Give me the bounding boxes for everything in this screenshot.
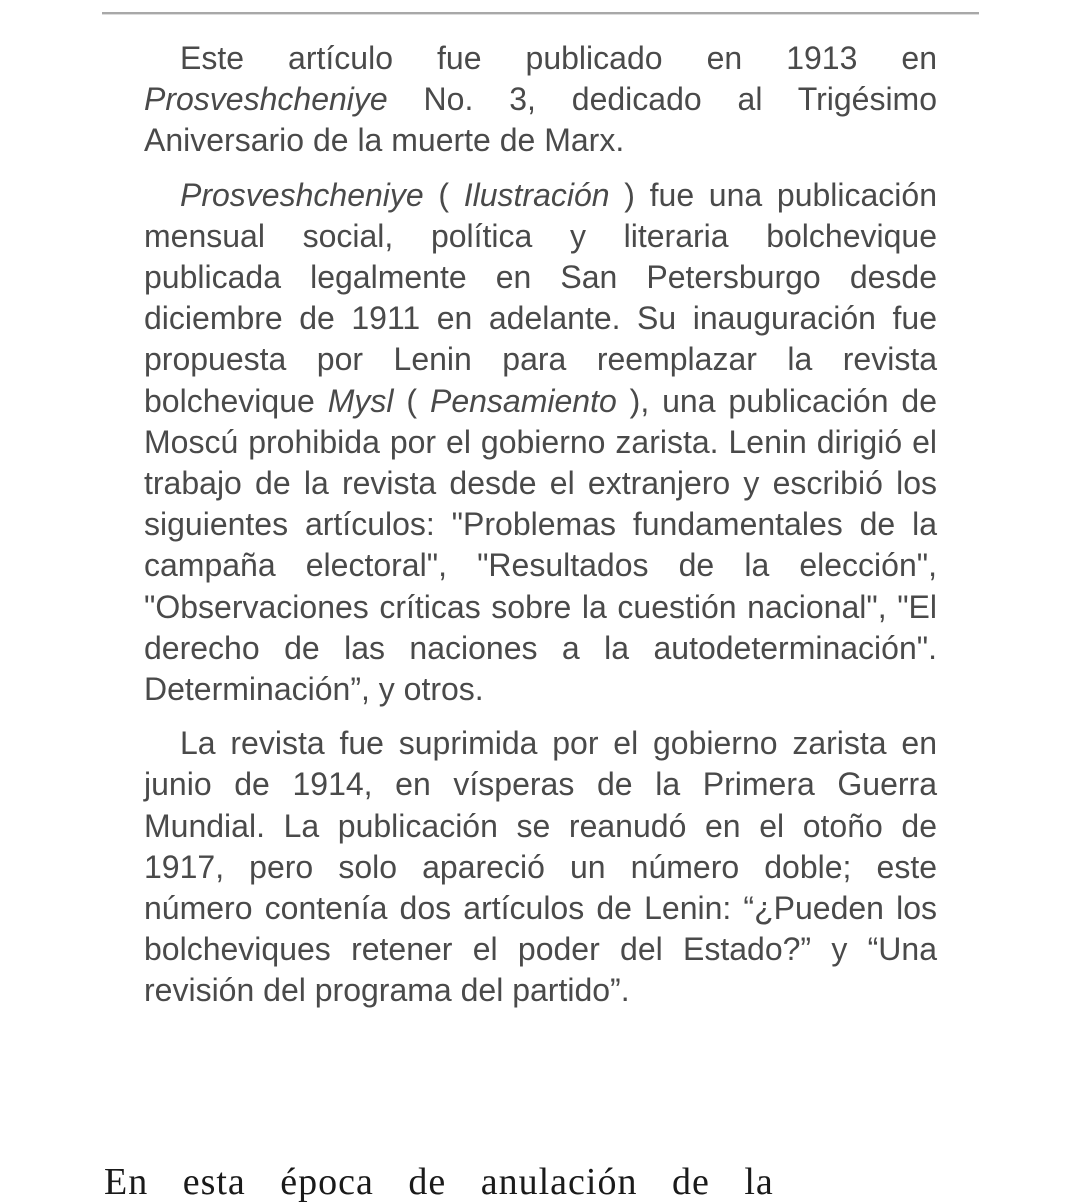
mysl-title: Mysl <box>327 382 394 419</box>
paragraph-journal-description: Prosveshcheniye ( Ilustración ) fue una publicación mensual social, política y literaria bolchevique publicada legalmente en San Petersburgo desde diciembre de 1911 en adelante. Su inauguración fue propuesta por Lenin para reemplazar la revista bolchevique Mysl ( Pensamiento ), una publicación de Moscú prohibida por el gobierno zarista. Lenin dirigió el trabajo de la revista desde el extranjero y escribió los siguientes artículos: "Problemas fundamentales de la campaña electoral", "Resultados de la elección", "Observaciones críticas sobre la cuestión nacional", "El derecho de las naciones a la autodeterminación". Determinación”, y otros. <box>144 176 938 708</box>
journal-title: Prosveshcheniye <box>180 176 424 213</box>
top-divider <box>102 12 979 15</box>
footnote-block <box>144 38 937 1012</box>
paragraph-suppression: La revista fue suprimida por el gobierno zarista en junio de 1914, en vísperas de la Primera Guerra Mundial. La publicación se reanudó en el otoño de 1917, pero solo apareció un número doble; este número contenía dos artículos de Lenin: “¿Pueden los bolcheviques retener el poder del Estado?” y “Una revisión del programa del partido”. <box>144 725 937 1009</box>
cut-off-text-line: En esta época de anulación de la <box>104 1161 774 1203</box>
mysl-translation: Pensamiento <box>429 382 617 419</box>
journal-translation: Ilustración <box>463 176 610 213</box>
paragraph-publication-info: Este artículo fue publicado en 1913 en Prosveshcheniye No. 3, dedicado al Trigésimo Aniversario de la muerte de Marx. <box>144 40 937 159</box>
journal-title: Prosveshcheniye <box>144 81 388 118</box>
